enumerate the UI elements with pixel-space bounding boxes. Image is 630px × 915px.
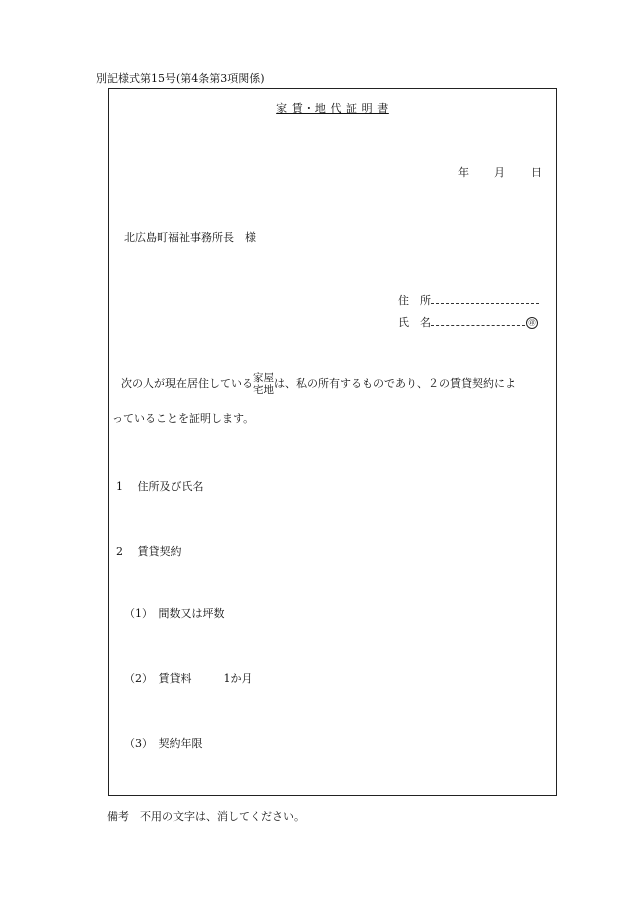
date-year: 年: [458, 166, 469, 179]
form-header-note: 別記様式第15号(第4条第3項関係): [96, 72, 265, 85]
recipient-line: 北広島町福祉事務所長 様: [124, 231, 256, 244]
choice-land: 宅地: [253, 384, 274, 396]
statement-line-1: [121, 372, 516, 396]
seal-mark: ㊞: [526, 317, 538, 329]
statement-line-2: っていることを証明します。: [112, 412, 255, 425]
certifier-name: [398, 314, 538, 330]
item-address-and-name: 1 住所及び氏名: [116, 480, 204, 493]
address-label: 住 所: [398, 294, 431, 307]
subitem-rooms-or-area: （1） 間数又は坪数: [124, 607, 225, 620]
certificate-frame: [108, 88, 557, 796]
subitem-rent: [124, 670, 253, 686]
name-label: 氏 名: [398, 316, 431, 329]
name-field-line: [431, 325, 525, 326]
property-type-choice: [253, 372, 274, 396]
rent-per-month: 1か月: [223, 672, 253, 685]
certifier-address: [398, 292, 539, 308]
address-field-line: [431, 303, 539, 304]
subitem-contract-term: （3） 契約年限: [124, 737, 203, 750]
date-day: 日: [531, 166, 542, 179]
choice-house: 家屋: [253, 372, 274, 384]
item-rental-contract: 2 賃貸契約: [116, 545, 182, 558]
statement-part-1: 次の人が現在居住している: [121, 377, 253, 390]
date-month: 月: [494, 166, 505, 179]
rent-label: （2） 賃貸料: [124, 672, 192, 685]
statement-part-2: は、私の所有するものであり、２の賃貸契約によ: [274, 377, 516, 390]
certificate-title: 家 賃・地 代 証 明 書: [276, 102, 389, 115]
footnote: 備考 不用の文字は、消してください。: [107, 810, 305, 823]
